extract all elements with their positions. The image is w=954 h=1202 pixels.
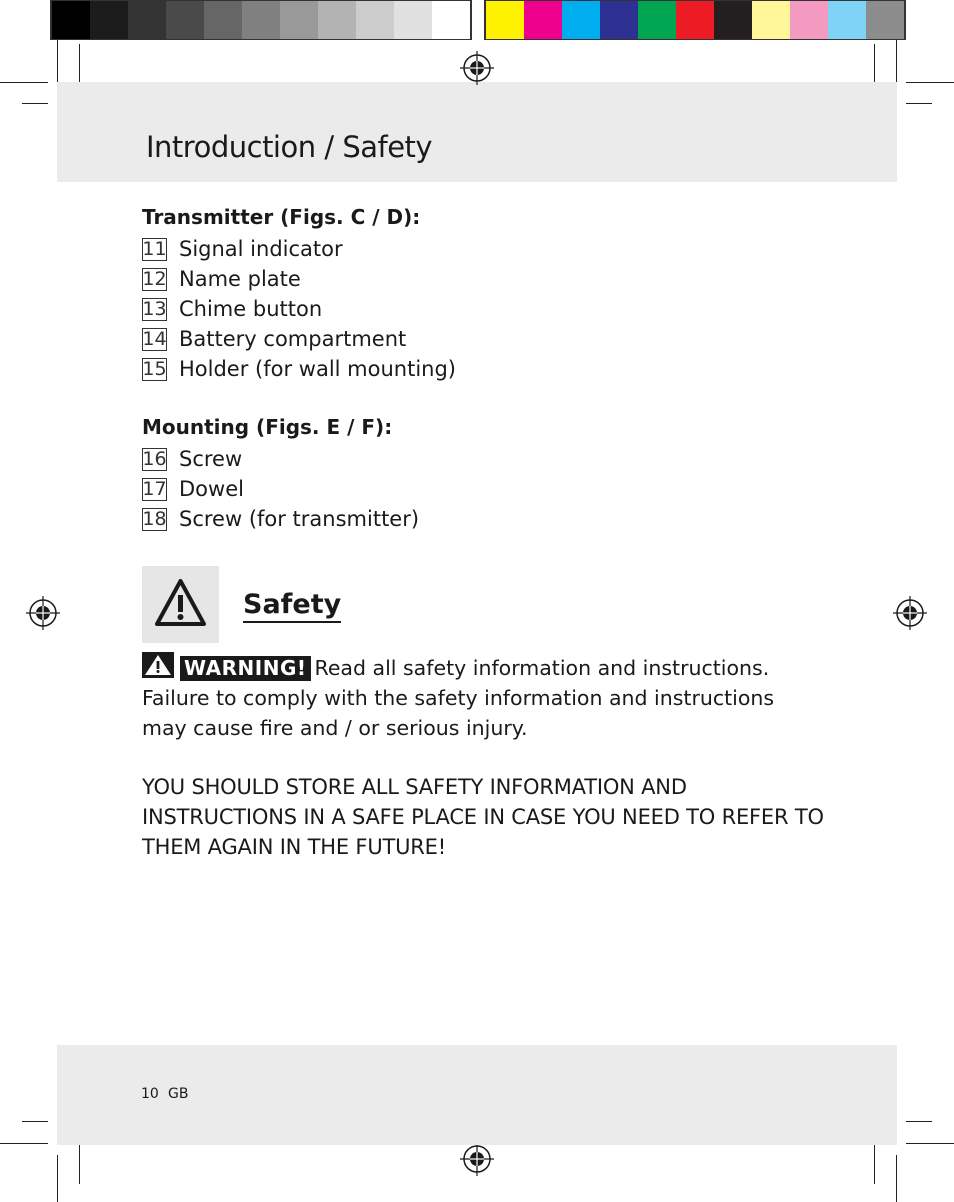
registration-mark-icon (460, 51, 494, 85)
list-item (142, 236, 343, 262)
process-color-bar (484, 0, 906, 40)
color-swatch (790, 0, 828, 40)
part-label: Chime button (179, 297, 323, 321)
color-swatch (52, 0, 90, 40)
safety-heading: Safety (243, 589, 341, 623)
color-swatch (90, 0, 128, 40)
color-swatch (866, 0, 904, 40)
storage-notice: YOU SHOULD STORE ALL SAFETY INFORMATION AND INSTRUCTIONS IN A SAFE PLACE IN CASE YOU NEED TO REFER TO THEM AGAIN IN THE FUTURE! (142, 775, 824, 859)
part-number: 11 (142, 238, 167, 260)
part-label: Screw (for transmitter) (179, 507, 420, 531)
list-item (142, 476, 244, 502)
page-number: 10 (141, 1086, 159, 1102)
part-number: 15 (142, 358, 167, 380)
list-item (142, 356, 456, 382)
color-swatch (828, 0, 866, 40)
color-swatch (394, 0, 432, 40)
list-item (142, 326, 406, 352)
color-swatch (562, 0, 600, 40)
color-swatch (524, 0, 562, 40)
color-swatch (128, 0, 166, 40)
warning-paragraph (142, 652, 822, 743)
language-code: GB (168, 1086, 189, 1102)
part-number: 14 (142, 328, 167, 350)
list-item (142, 266, 301, 292)
registration-mark-icon (460, 1142, 494, 1176)
mounting-heading: Mounting (Figs. E / F): (142, 415, 393, 439)
part-label: Dowel (179, 477, 244, 501)
part-label: Screw (179, 447, 243, 471)
color-swatch (638, 0, 676, 40)
color-swatch (432, 0, 470, 40)
list-item (142, 446, 242, 472)
color-swatch (714, 0, 752, 40)
part-label: Name plate (179, 267, 301, 291)
part-number: 18 (142, 508, 167, 530)
transmitter-heading: Transmitter (Figs. C / D): (142, 205, 421, 229)
color-swatch (356, 0, 394, 40)
part-label: Holder (for wall mounting) (179, 357, 456, 381)
color-swatch (318, 0, 356, 40)
warning-triangle-icon (142, 652, 174, 678)
registration-mark-icon (893, 596, 927, 630)
color-swatch (486, 0, 524, 40)
list-item (142, 296, 322, 322)
color-swatch (242, 0, 280, 40)
part-label: Signal indicator (179, 237, 343, 261)
list-item (142, 506, 419, 532)
color-swatch (752, 0, 790, 40)
color-swatch (166, 0, 204, 40)
color-swatch (280, 0, 318, 40)
part-number: 16 (142, 448, 167, 470)
registration-mark-icon (26, 596, 60, 630)
part-number: 17 (142, 478, 167, 500)
safety-icon-box (142, 566, 219, 643)
color-swatch (600, 0, 638, 40)
part-label: Battery compartment (179, 327, 407, 351)
warning-text: Read all safety information and instructions. Failure to comply with the safety information and instructions may cause fire and / or serious injury. (142, 656, 775, 740)
warning-triangle-icon (142, 566, 219, 643)
warning-badge: WARNING! (180, 656, 311, 681)
part-number: 12 (142, 268, 167, 290)
page-title: Introduction / Safety (146, 130, 433, 164)
part-number: 13 (142, 298, 167, 320)
color-swatch (676, 0, 714, 40)
color-swatch (204, 0, 242, 40)
grayscale-color-bar (50, 0, 472, 40)
